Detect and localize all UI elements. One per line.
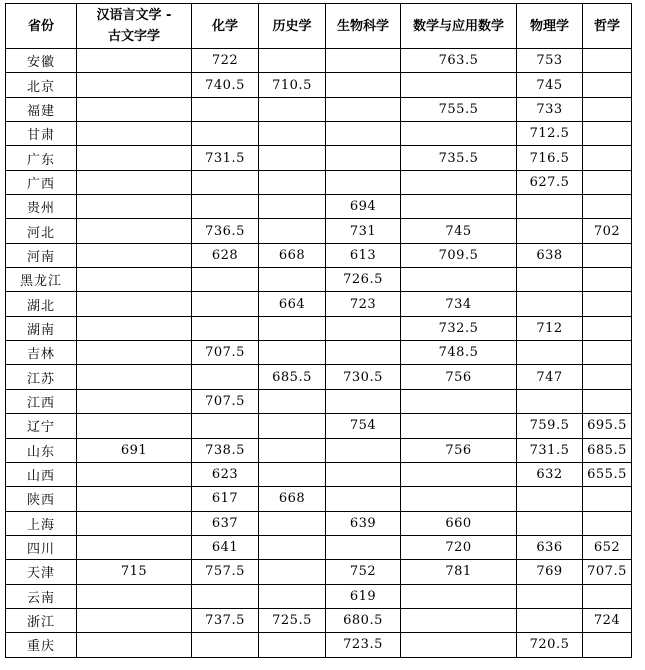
score-cell <box>259 584 326 608</box>
score-cell <box>401 195 517 219</box>
province-cell: 辽宁 <box>6 414 77 438</box>
score-cell <box>583 146 632 170</box>
score-cell <box>517 584 583 608</box>
score-cell: 725.5 <box>259 608 326 632</box>
table-row <box>6 584 632 608</box>
score-cell: 759.5 <box>517 414 583 438</box>
score-cell: 735.5 <box>401 146 517 170</box>
province-cell: 广东 <box>6 146 77 170</box>
score-cell: 695.5 <box>583 414 632 438</box>
score-cell <box>259 389 326 413</box>
score-cell: 763.5 <box>401 49 517 73</box>
score-cell <box>259 97 326 121</box>
province-cell: 浙江 <box>6 608 77 632</box>
score-cell <box>326 316 401 340</box>
score-cell: 732.5 <box>401 316 517 340</box>
score-cell <box>192 268 259 292</box>
table-row <box>6 560 632 584</box>
score-cell: 617 <box>192 487 259 511</box>
score-cell: 660 <box>401 511 517 535</box>
score-cell: 753 <box>517 49 583 73</box>
score-cell <box>192 365 259 389</box>
score-cell: 723 <box>326 292 401 316</box>
table-row <box>6 73 632 97</box>
score-cell <box>326 73 401 97</box>
score-cell <box>517 195 583 219</box>
score-cell: 636 <box>517 535 583 559</box>
score-cell <box>77 195 192 219</box>
score-cell <box>77 146 192 170</box>
province-cell: 甘肃 <box>6 122 77 146</box>
score-cell <box>326 97 401 121</box>
province-cell: 江苏 <box>6 365 77 389</box>
score-cell <box>77 511 192 535</box>
score-cell <box>77 243 192 267</box>
score-cell <box>192 170 259 194</box>
score-cell <box>192 292 259 316</box>
province-cell: 上海 <box>6 511 77 535</box>
province-cell: 北京 <box>6 73 77 97</box>
score-cell <box>401 389 517 413</box>
score-cell: 730.5 <box>326 365 401 389</box>
province-cell: 安徽 <box>6 49 77 73</box>
score-cell: 613 <box>326 243 401 267</box>
score-cell <box>401 584 517 608</box>
score-cell <box>401 608 517 632</box>
score-cell: 755.5 <box>401 97 517 121</box>
score-cell: 707.5 <box>192 341 259 365</box>
score-cell: 707.5 <box>192 389 259 413</box>
table-row <box>6 49 632 73</box>
score-cell: 627.5 <box>517 170 583 194</box>
table-row <box>6 535 632 559</box>
score-cell <box>77 584 192 608</box>
score-cell: 748.5 <box>401 341 517 365</box>
score-cell: 726.5 <box>326 268 401 292</box>
table-row <box>6 316 632 340</box>
score-cell: 712 <box>517 316 583 340</box>
score-cell <box>326 438 401 462</box>
table-row <box>6 365 632 389</box>
score-cell <box>77 608 192 632</box>
score-cell <box>259 462 326 486</box>
score-cell <box>192 195 259 219</box>
province-cell: 重庆 <box>6 633 77 657</box>
score-cell <box>192 97 259 121</box>
score-cell <box>192 584 259 608</box>
score-cell: 740.5 <box>192 73 259 97</box>
score-cell <box>77 219 192 243</box>
table-row <box>6 170 632 194</box>
header-row <box>6 4 632 49</box>
table-row <box>6 292 632 316</box>
score-cell: 694 <box>326 195 401 219</box>
province-cell: 福建 <box>6 97 77 121</box>
score-cell <box>77 122 192 146</box>
score-cell <box>259 195 326 219</box>
score-cell <box>77 414 192 438</box>
score-cell <box>583 97 632 121</box>
score-cell <box>192 122 259 146</box>
province-cell: 广西 <box>6 170 77 194</box>
province-cell: 云南 <box>6 584 77 608</box>
score-cell <box>517 341 583 365</box>
score-cell <box>517 511 583 535</box>
score-cell <box>192 633 259 657</box>
score-cell <box>583 243 632 267</box>
score-cell <box>259 511 326 535</box>
score-cell: 720.5 <box>517 633 583 657</box>
table-row <box>6 268 632 292</box>
score-cell <box>77 73 192 97</box>
score-cell <box>583 633 632 657</box>
province-cell: 黑龙江 <box>6 268 77 292</box>
score-cell <box>583 195 632 219</box>
score-cell: 702 <box>583 219 632 243</box>
table-row <box>6 243 632 267</box>
column-header: 哲学 <box>583 4 632 49</box>
score-cell <box>326 170 401 194</box>
province-cell: 吉林 <box>6 341 77 365</box>
score-cell <box>259 170 326 194</box>
score-cell: 757.5 <box>192 560 259 584</box>
column-header: 生物科学 <box>326 4 401 49</box>
score-cell: 720 <box>401 535 517 559</box>
score-cell <box>401 170 517 194</box>
score-cell: 716.5 <box>517 146 583 170</box>
score-cell: 680.5 <box>326 608 401 632</box>
score-cell: 754 <box>326 414 401 438</box>
score-cell: 722 <box>192 49 259 73</box>
column-header: 历史学 <box>259 4 326 49</box>
score-cell <box>583 389 632 413</box>
score-cell: 639 <box>326 511 401 535</box>
score-cell <box>259 49 326 73</box>
score-cell: 685.5 <box>583 438 632 462</box>
province-cell: 山东 <box>6 438 77 462</box>
score-cell <box>77 97 192 121</box>
score-cell: 623 <box>192 462 259 486</box>
score-cell <box>77 365 192 389</box>
score-cell <box>517 268 583 292</box>
score-cell: 723.5 <box>326 633 401 657</box>
score-cell <box>401 268 517 292</box>
score-cell <box>259 341 326 365</box>
table-row <box>6 122 632 146</box>
table-row <box>6 219 632 243</box>
score-cell <box>259 438 326 462</box>
score-cell <box>326 462 401 486</box>
score-cell: 736.5 <box>192 219 259 243</box>
province-cell: 山西 <box>6 462 77 486</box>
column-header: 数学与应用数学 <box>401 4 517 49</box>
score-cell <box>583 268 632 292</box>
score-cell: 752 <box>326 560 401 584</box>
score-cell <box>259 414 326 438</box>
province-cell: 天津 <box>6 560 77 584</box>
score-cell: 715 <box>77 560 192 584</box>
score-cell: 707.5 <box>583 560 632 584</box>
score-cell <box>77 487 192 511</box>
score-cell <box>326 122 401 146</box>
score-cell: 632 <box>517 462 583 486</box>
score-cell <box>583 73 632 97</box>
table-row <box>6 389 632 413</box>
score-cell <box>401 122 517 146</box>
column-header: 化学 <box>192 4 259 49</box>
province-cell: 湖北 <box>6 292 77 316</box>
score-cell <box>401 73 517 97</box>
score-cell <box>517 389 583 413</box>
score-cell <box>259 316 326 340</box>
score-cell <box>583 511 632 535</box>
score-cell <box>326 146 401 170</box>
score-cell: 737.5 <box>192 608 259 632</box>
table-row <box>6 414 632 438</box>
table-row <box>6 608 632 632</box>
score-cell <box>583 292 632 316</box>
province-cell: 四川 <box>6 535 77 559</box>
score-cell <box>583 584 632 608</box>
score-cell: 637 <box>192 511 259 535</box>
table-row <box>6 97 632 121</box>
score-cell: 641 <box>192 535 259 559</box>
score-table-container <box>5 3 632 658</box>
table-row <box>6 146 632 170</box>
score-cell <box>259 219 326 243</box>
score-cell: 733 <box>517 97 583 121</box>
score-cell <box>77 49 192 73</box>
table-body <box>6 49 632 658</box>
province-cell: 江西 <box>6 389 77 413</box>
score-cell <box>326 341 401 365</box>
score-cell: 638 <box>517 243 583 267</box>
table-row <box>6 341 632 365</box>
score-cell: 769 <box>517 560 583 584</box>
score-cell <box>326 487 401 511</box>
score-cell: 655.5 <box>583 462 632 486</box>
table-row <box>6 511 632 535</box>
score-cell: 738.5 <box>192 438 259 462</box>
score-cell <box>77 389 192 413</box>
score-cell <box>259 535 326 559</box>
score-cell <box>583 122 632 146</box>
table-row <box>6 462 632 486</box>
score-cell <box>326 535 401 559</box>
score-cell: 756 <box>401 365 517 389</box>
table-row <box>6 633 632 657</box>
score-cell <box>77 341 192 365</box>
score-cell: 709.5 <box>401 243 517 267</box>
score-cell <box>401 633 517 657</box>
score-cell <box>77 292 192 316</box>
score-cell <box>77 316 192 340</box>
score-cell <box>583 487 632 511</box>
score-cell <box>259 633 326 657</box>
column-header: 物理学 <box>517 4 583 49</box>
column-header: 省份 <box>6 4 77 49</box>
score-cell <box>259 146 326 170</box>
score-cell <box>192 414 259 438</box>
score-cell: 664 <box>259 292 326 316</box>
province-cell: 河北 <box>6 219 77 243</box>
score-cell <box>401 414 517 438</box>
province-cell: 河南 <box>6 243 77 267</box>
score-cell <box>77 170 192 194</box>
score-cell <box>583 316 632 340</box>
score-cell: 685.5 <box>259 365 326 389</box>
score-cell <box>583 49 632 73</box>
score-cell: 652 <box>583 535 632 559</box>
score-cell <box>259 560 326 584</box>
score-cell <box>517 608 583 632</box>
table-row <box>6 438 632 462</box>
score-cell <box>583 170 632 194</box>
score-cell <box>77 268 192 292</box>
score-cell: 745 <box>401 219 517 243</box>
score-cell <box>583 365 632 389</box>
column-header: 汉语言文学 - 古文字学 <box>77 4 192 49</box>
score-cell <box>517 292 583 316</box>
score-cell: 747 <box>517 365 583 389</box>
score-cell: 734 <box>401 292 517 316</box>
score-cell: 781 <box>401 560 517 584</box>
score-cell: 710.5 <box>259 73 326 97</box>
score-cell <box>326 389 401 413</box>
score-cell <box>259 268 326 292</box>
province-cell: 湖南 <box>6 316 77 340</box>
score-cell: 756 <box>401 438 517 462</box>
table-row <box>6 487 632 511</box>
province-cell: 陕西 <box>6 487 77 511</box>
score-cell <box>401 462 517 486</box>
score-cell: 619 <box>326 584 401 608</box>
score-cell: 691 <box>77 438 192 462</box>
score-cell <box>192 316 259 340</box>
score-table <box>5 3 632 658</box>
score-cell: 712.5 <box>517 122 583 146</box>
score-cell <box>259 122 326 146</box>
score-cell: 668 <box>259 487 326 511</box>
score-cell <box>77 633 192 657</box>
score-cell <box>583 341 632 365</box>
score-cell <box>326 49 401 73</box>
score-cell: 628 <box>192 243 259 267</box>
score-cell <box>401 487 517 511</box>
score-cell <box>517 487 583 511</box>
score-cell: 724 <box>583 608 632 632</box>
province-cell: 贵州 <box>6 195 77 219</box>
score-cell <box>517 219 583 243</box>
score-cell: 731.5 <box>517 438 583 462</box>
score-cell: 668 <box>259 243 326 267</box>
score-cell: 731 <box>326 219 401 243</box>
score-cell <box>77 535 192 559</box>
score-cell: 731.5 <box>192 146 259 170</box>
table-row <box>6 195 632 219</box>
score-cell <box>77 462 192 486</box>
score-cell: 745 <box>517 73 583 97</box>
